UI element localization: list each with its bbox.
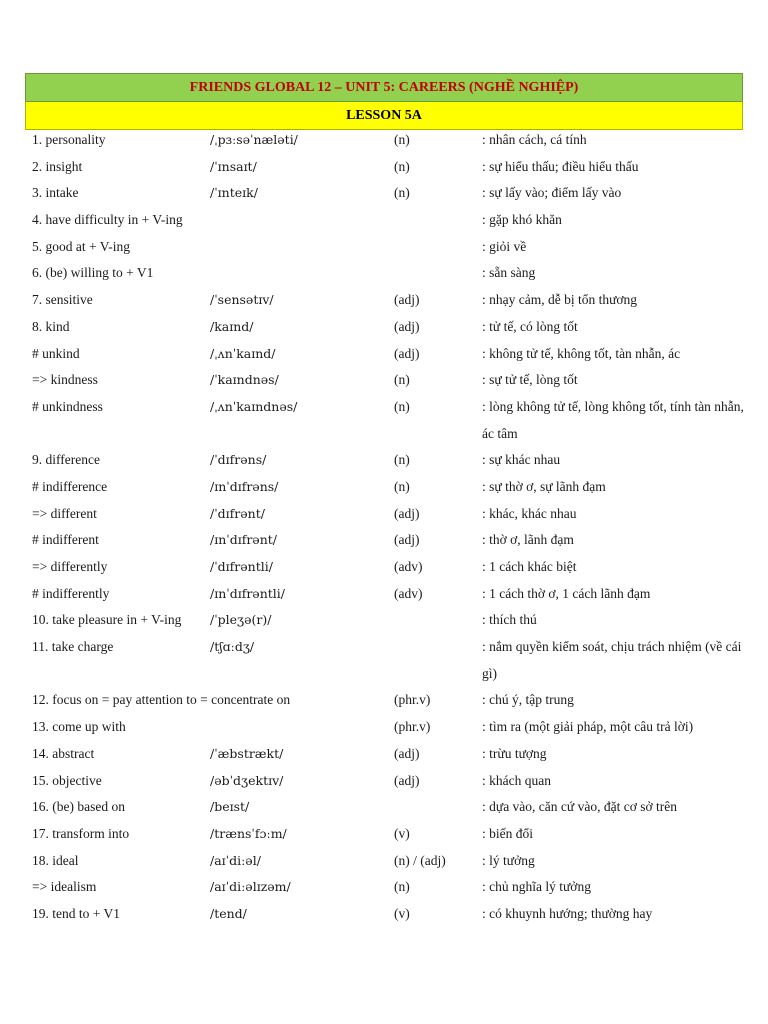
- vocab-meaning: : biến đổi: [482, 825, 533, 841]
- vocab-pronunciation: /tʃɑːdʒ/: [210, 639, 255, 655]
- vocab-term: 7. sensitive: [32, 292, 93, 308]
- vocab-term: 4. have difficulty in + V-ing: [32, 212, 183, 228]
- vocab-part-of-speech: (n): [394, 372, 410, 388]
- vocabulary-list: [32, 127, 747, 928]
- vocab-pronunciation: /ˈæbstrækt/: [210, 745, 284, 761]
- vocab-part-of-speech: (n): [394, 132, 410, 147]
- vocab-row: [32, 848, 747, 875]
- vocab-pronunciation: /ˈdɪfrəns/: [210, 452, 267, 468]
- vocab-row: [32, 127, 747, 154]
- vocab-meaning: : thích thú: [482, 612, 537, 628]
- vocab-meaning: : chủ nghĩa lý tưởng: [482, 879, 591, 895]
- vocab-pronunciation: /trænsˈfɔːm/: [210, 825, 287, 841]
- vocab-row: [32, 874, 747, 901]
- vocab-term: # indifference: [32, 478, 108, 494]
- vocab-row: [32, 821, 747, 848]
- vocab-part-of-speech: (adj): [394, 345, 420, 361]
- vocab-term: 2. insight: [32, 158, 83, 174]
- vocab-part-of-speech: (v): [394, 905, 410, 921]
- vocab-row: [32, 527, 747, 554]
- vocab-term: 5. good at + V-ing: [32, 238, 130, 254]
- vocab-term: 18. ideal: [32, 852, 79, 868]
- vocab-pronunciation: /ɪnˈdɪfrəntli/: [210, 585, 285, 601]
- vocab-pronunciation: /tend/: [210, 905, 247, 921]
- vocab-term: 14. abstract: [32, 745, 95, 761]
- vocab-meaning: : giỏi về: [482, 238, 527, 254]
- vocab-term: 11. take charge: [32, 639, 114, 655]
- vocab-meaning: : khách quan: [482, 772, 551, 788]
- vocab-term: => different: [32, 505, 97, 521]
- vocab-row: [32, 260, 747, 287]
- vocab-part-of-speech: (adj): [394, 292, 420, 308]
- vocab-row: [32, 341, 747, 368]
- vocab-row: [32, 234, 747, 261]
- vocab-term: # unkind: [32, 345, 80, 361]
- lesson-heading: LESSON 5A: [25, 102, 743, 130]
- vocab-row: [32, 634, 747, 687]
- vocab-row: [32, 501, 747, 528]
- vocab-part-of-speech: (phr.v): [394, 692, 431, 708]
- vocab-pronunciation: /aɪˈdiːəlɪzəm/: [210, 879, 291, 895]
- vocab-term: # indifferently: [32, 585, 110, 601]
- vocab-meaning: : có khuynh hướng; thường hay: [482, 905, 653, 921]
- vocab-meaning: : 1 cách thờ ơ, 1 cách lãnh đạm: [482, 585, 651, 601]
- vocab-pronunciation: /ˌpɜːsəˈnæləti/: [210, 132, 298, 147]
- vocab-row: [32, 581, 747, 608]
- vocab-term: 10. take pleasure in + V-ing: [32, 612, 182, 628]
- vocab-row: [32, 314, 747, 341]
- vocab-meaning: : sự tử tế, lòng tốt: [482, 372, 578, 388]
- vocab-term: 3. intake: [32, 185, 79, 201]
- vocab-meaning: : sự khác nhau: [482, 452, 561, 468]
- document-title: FRIENDS GLOBAL 12 – UNIT 5: CAREERS (NGHỀ NGHIỆP): [25, 73, 743, 102]
- vocab-pronunciation: /ˈdɪfrəntli/: [210, 559, 273, 575]
- vocab-part-of-speech: (phr.v): [394, 719, 431, 735]
- vocab-row: [32, 367, 747, 394]
- vocab-pronunciation: /ˈsensətɪv/: [210, 292, 274, 308]
- vocab-part-of-speech: (v): [394, 825, 410, 841]
- vocab-term: 15. objective: [32, 772, 102, 788]
- vocab-pronunciation: /beɪst/: [210, 799, 250, 815]
- vocab-pronunciation: /ɪnˈdɪfrəns/: [210, 478, 279, 494]
- vocab-meaning: : lòng không tử tế, lòng không tốt, tính tàn nhẫn, ác tâm: [482, 398, 744, 441]
- vocab-meaning: : tử tế, có lòng tốt: [482, 318, 578, 334]
- vocab-part-of-speech: (adv): [394, 559, 423, 575]
- vocab-term: 1. personality: [32, 132, 106, 147]
- vocab-row: [32, 714, 747, 741]
- vocab-meaning: : nhạy cảm, dễ bị tổn thương: [482, 292, 638, 308]
- vocab-term: 16. (be) based on: [32, 799, 125, 815]
- vocab-row: [32, 154, 747, 181]
- vocab-meaning: : tìm ra (một giải pháp, một câu trả lời): [482, 719, 694, 735]
- vocab-meaning: : sự thờ ơ, sự lãnh đạm: [482, 478, 606, 494]
- vocab-term: 13. come up with: [32, 719, 126, 735]
- vocab-pronunciation: /kaɪnd/: [210, 318, 254, 334]
- vocab-row: [32, 180, 747, 207]
- vocab-term: 12. focus on = pay attention to = concentrate on: [32, 692, 291, 708]
- vocab-meaning: : sự lấy vào; điểm lấy vào: [482, 185, 622, 201]
- vocab-term: # indifferent: [32, 532, 99, 548]
- vocab-pronunciation: /ɪnˈdɪfrənt/: [210, 532, 277, 548]
- vocab-row: [32, 741, 747, 768]
- vocab-meaning: : 1 cách khác biệt: [482, 559, 577, 575]
- vocab-row: [32, 207, 747, 234]
- vocab-pronunciation: /ˈkaɪndnəs/: [210, 372, 279, 388]
- vocab-term: => differently: [32, 559, 108, 575]
- vocab-meaning: : nhân cách, cá tính: [482, 132, 587, 147]
- vocab-part-of-speech: (n) / (adj): [394, 852, 446, 868]
- vocab-meaning: : dựa vào, căn cứ vào, đặt cơ sở trên: [482, 799, 677, 815]
- vocab-term: 8. kind: [32, 318, 70, 334]
- vocab-row: [32, 554, 747, 581]
- vocab-part-of-speech: (adv): [394, 585, 423, 601]
- vocab-part-of-speech: (adj): [394, 745, 420, 761]
- vocab-term: 6. (be) willing to + V1: [32, 265, 154, 281]
- vocab-part-of-speech: (n): [394, 398, 410, 414]
- vocab-term: # unkindness: [32, 398, 103, 414]
- vocab-row: [32, 794, 747, 821]
- vocab-meaning: : không tử tế, không tốt, tàn nhẫn, ác: [482, 345, 681, 361]
- vocab-pronunciation: /aɪˈdiːəl/: [210, 852, 261, 868]
- vocab-pronunciation: /ˈpleʒə(r)/: [210, 612, 272, 628]
- vocab-part-of-speech: (adj): [394, 505, 420, 521]
- vocab-meaning: : lý tưởng: [482, 852, 535, 868]
- header-table: [25, 73, 743, 130]
- vocab-term: 19. tend to + V1: [32, 905, 120, 921]
- vocab-term: => idealism: [32, 879, 97, 895]
- vocab-row: [32, 447, 747, 474]
- vocab-pronunciation: /ˈɪnteɪk/: [210, 185, 258, 201]
- vocab-part-of-speech: (adj): [394, 532, 420, 548]
- vocab-row: [32, 687, 747, 714]
- vocab-term: => kindness: [32, 372, 98, 388]
- vocab-pronunciation: /ˈdɪfrənt/: [210, 505, 265, 521]
- vocab-pronunciation: /ˈɪnsaɪt/: [210, 158, 257, 174]
- vocab-row: [32, 901, 747, 928]
- vocab-pronunciation: /ˌʌnˈkaɪndnəs/: [210, 398, 298, 414]
- vocab-meaning: : khác, khác nhau: [482, 505, 577, 521]
- vocab-row: [32, 607, 747, 634]
- vocab-part-of-speech: (n): [394, 185, 410, 201]
- vocab-term: 9. difference: [32, 452, 100, 468]
- vocab-row: [32, 474, 747, 501]
- vocab-term: 17. transform into: [32, 825, 130, 841]
- vocab-meaning: : chú ý, tập trung: [482, 692, 574, 708]
- vocab-row: [32, 768, 747, 795]
- vocab-part-of-speech: (n): [394, 478, 410, 494]
- vocab-pronunciation: /ˌʌnˈkaɪnd/: [210, 345, 276, 361]
- vocab-part-of-speech: (adj): [394, 318, 420, 334]
- vocab-part-of-speech: (n): [394, 452, 410, 468]
- vocab-pronunciation: /əbˈdʒektɪv/: [210, 772, 284, 788]
- vocab-row: [32, 394, 747, 447]
- vocab-meaning: : trừu tượng: [482, 745, 547, 761]
- vocab-meaning: : sự hiểu thấu; điều hiểu thấu: [482, 158, 639, 174]
- vocab-meaning: : sẵn sàng: [482, 265, 536, 281]
- vocab-meaning: : nắm quyền kiểm soát, chịu trách nhiệm (về cái gì): [482, 639, 742, 681]
- vocab-part-of-speech: (n): [394, 158, 410, 174]
- vocab-meaning: : thờ ơ, lãnh đạm: [482, 532, 574, 548]
- vocab-row: [32, 287, 747, 314]
- vocab-part-of-speech: (n): [394, 879, 410, 895]
- vocab-meaning: : gặp khó khăn: [482, 212, 562, 228]
- vocab-part-of-speech: (adj): [394, 772, 420, 788]
